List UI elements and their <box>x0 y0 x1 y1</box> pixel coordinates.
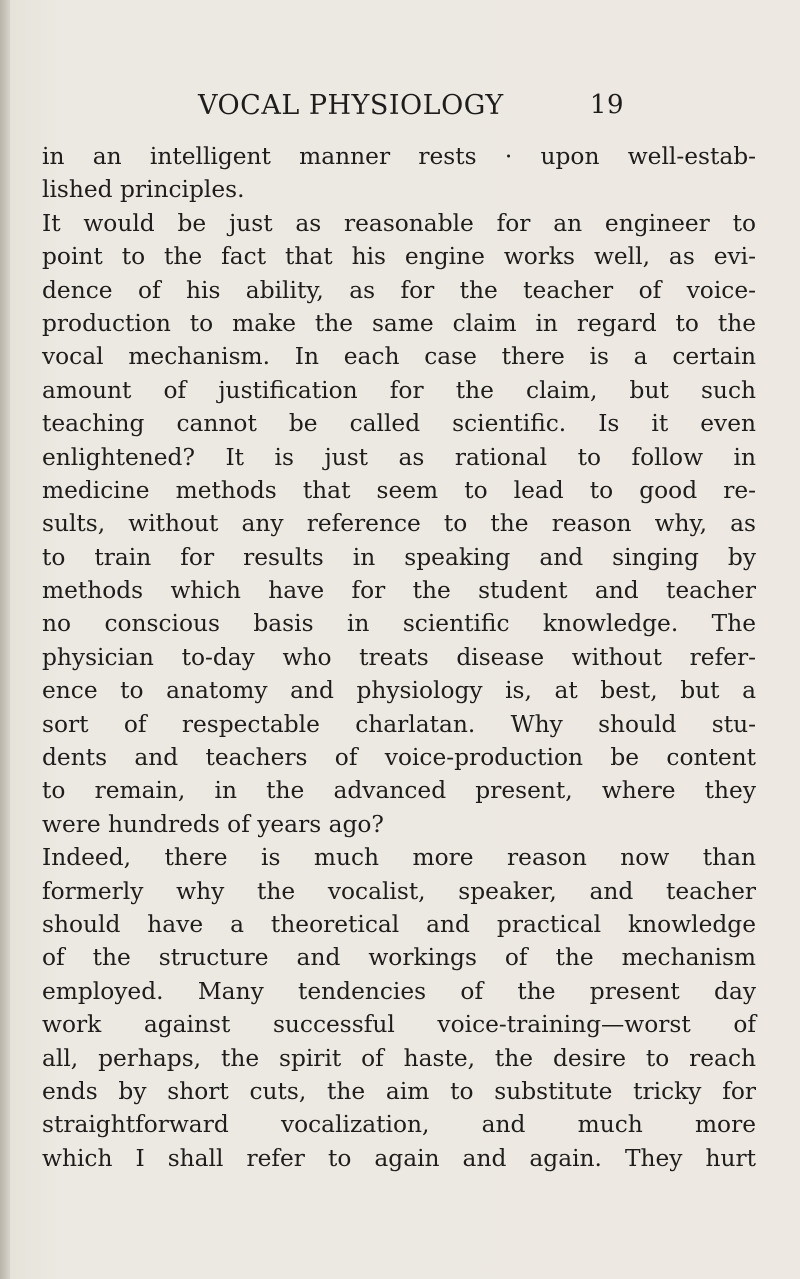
text-line: sults, without any reference to the reason why, as <box>42 510 756 538</box>
text-line: all, perhaps, the spirit of haste, the desire to reach <box>42 1044 756 1072</box>
text-line: were hundreds of years ago? <box>42 810 384 838</box>
page-binding-edge <box>0 0 10 1279</box>
text-line: production to make the same claim in regard to the <box>42 309 756 337</box>
text-line: to remain, in the advanced present, where they <box>42 777 756 805</box>
text-line: Indeed, there is much more reason now than <box>42 844 756 872</box>
text-line: sort of respectable charlatan. Why should stu- <box>42 710 756 738</box>
running-title: VOCAL PHYSIOLOGY <box>198 90 504 121</box>
text-line: lished principles. <box>42 176 245 204</box>
text-line: medicine methods that seem to lead to good re- <box>42 476 756 504</box>
text-line: physician to-day who treats disease without refer- <box>42 643 756 671</box>
text-line: to train for results in speaking and singing by <box>42 543 756 571</box>
text-line: vocal mechanism. In each case there is a certain <box>42 343 756 371</box>
page-number: 19 <box>589 90 624 120</box>
text-line: dence of his ability, as for the teacher of voice- <box>42 276 756 304</box>
text-line: dents and teachers of voice-production be content <box>42 744 756 772</box>
text-line: employed. Many tendencies of the present day <box>42 977 756 1005</box>
text-line: straightforward vocalization, and much more <box>42 1111 756 1139</box>
text-line: ends by short cuts, the aim to substitute tricky for <box>42 1077 756 1105</box>
text-line: no conscious basis in scientific knowledge. The <box>42 610 756 638</box>
text-line: ence to anatomy and physiology is, at best, but a <box>42 677 756 705</box>
text-line: in an intelligent manner rests · upon well-estab- <box>42 143 756 170</box>
text-line: work against successful voice-training—worst of <box>42 1011 756 1039</box>
text-line: which I shall refer to again and again. They hurt <box>42 1144 756 1172</box>
text-line: teaching cannot be called scientific. Is it even <box>42 410 756 438</box>
text-line: point to the fact that his engine works well, as evi- <box>42 243 756 271</box>
body-text <box>42 140 756 1175</box>
text-line: enlightened? It is just as rational to follow in <box>42 443 756 471</box>
text-line: should have a theoretical and practical knowledge <box>42 910 756 938</box>
text-line: It would be just as reasonable for an engineer to <box>42 209 756 237</box>
text-line: of the structure and workings of the mechanism <box>42 944 756 972</box>
text-line: amount of justification for the claim, but such <box>42 376 756 404</box>
text-line: formerly why the vocalist, speaker, and teacher <box>42 877 756 905</box>
text-line: methods which have for the student and teacher <box>42 577 756 605</box>
